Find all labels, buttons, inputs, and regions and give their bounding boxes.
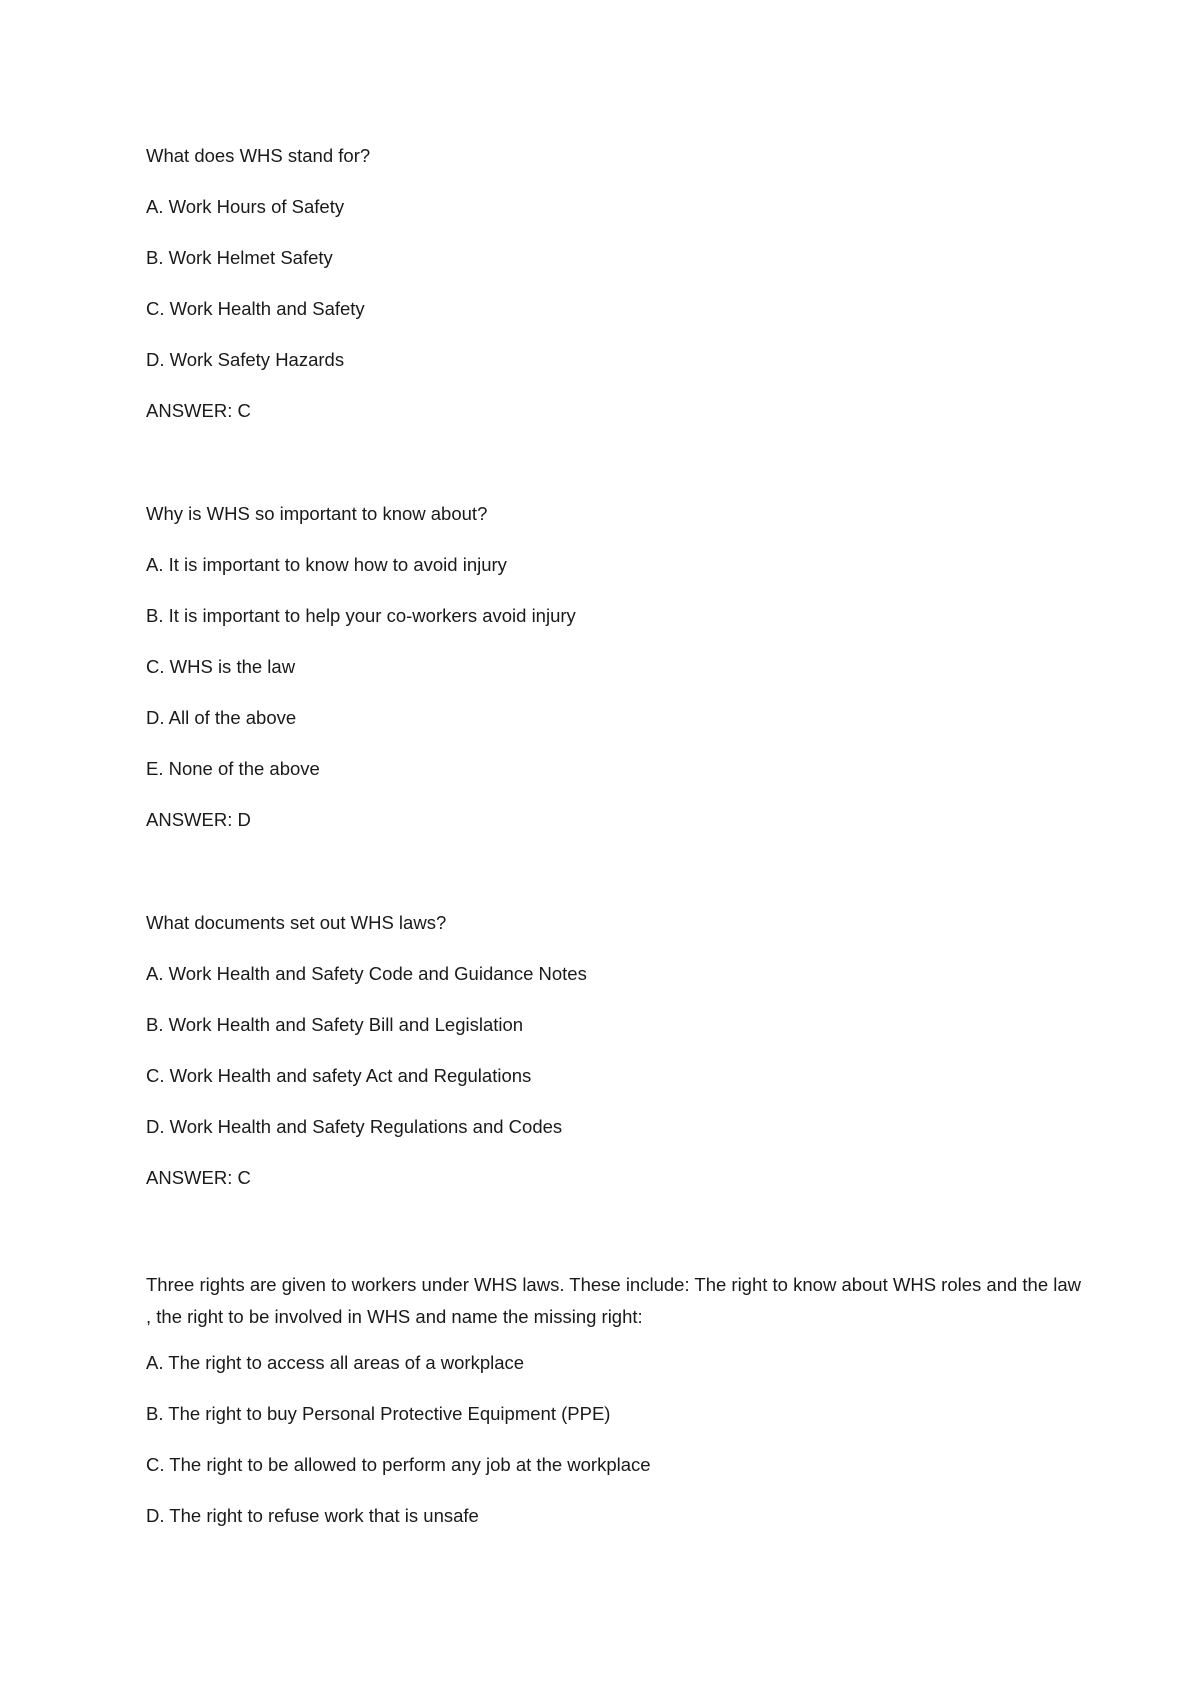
option-b: B. The right to buy Personal Protective Equipment (PPE): [146, 1403, 611, 1424]
option-a: A. It is important to know how to avoid injury: [146, 554, 507, 575]
option-e: E. None of the above: [146, 758, 320, 779]
spacer: [146, 450, 1086, 502]
option-c: C. Work Health and safety Act and Regulations: [146, 1065, 532, 1086]
question-text: What does WHS stand for?: [146, 145, 371, 166]
option-a: A. Work Hours of Safety: [146, 196, 345, 217]
spacer: [146, 859, 1086, 911]
option-b: B. It is important to help your co-workers avoid injury: [146, 605, 576, 626]
answer-text: ANSWER: C: [146, 1167, 251, 1188]
question-block-2: [146, 502, 1086, 832]
question-text: What documents set out WHS laws?: [146, 912, 447, 933]
option-d: D. Work Safety Hazards: [146, 349, 345, 370]
quiz-content: [146, 144, 1086, 1555]
option-a: A. Work Health and Safety Code and Guidance Notes: [146, 963, 587, 984]
question-block-4: [146, 1269, 1086, 1528]
question-text: Why is WHS so important to know about?: [146, 503, 488, 524]
option-d: D. All of the above: [146, 707, 297, 728]
option-d: D. Work Health and Safety Regulations and Codes: [146, 1116, 563, 1137]
option-c: C. The right to be allowed to perform any job at the workplace: [146, 1454, 651, 1475]
option-a: A. The right to access all areas of a workplace: [146, 1352, 525, 1373]
question-text: Three rights are given to workers under WHS laws. These include: The right to know about WHS roles and the law , the right to be involved in WHS and name the missing right:: [146, 1274, 1082, 1327]
question-block-1: [146, 144, 1086, 423]
question-block-3: [146, 911, 1086, 1190]
option-b: B. Work Health and Safety Bill and Legislation: [146, 1014, 524, 1035]
spacer: [146, 1217, 1086, 1269]
answer-text: ANSWER: D: [146, 809, 251, 830]
option-c: C. Work Health and Safety: [146, 298, 365, 319]
answer-text: ANSWER: C: [146, 400, 251, 421]
option-d: D. The right to refuse work that is unsafe: [146, 1505, 479, 1526]
option-c: C. WHS is the law: [146, 656, 296, 677]
option-b: B. Work Helmet Safety: [146, 247, 333, 268]
